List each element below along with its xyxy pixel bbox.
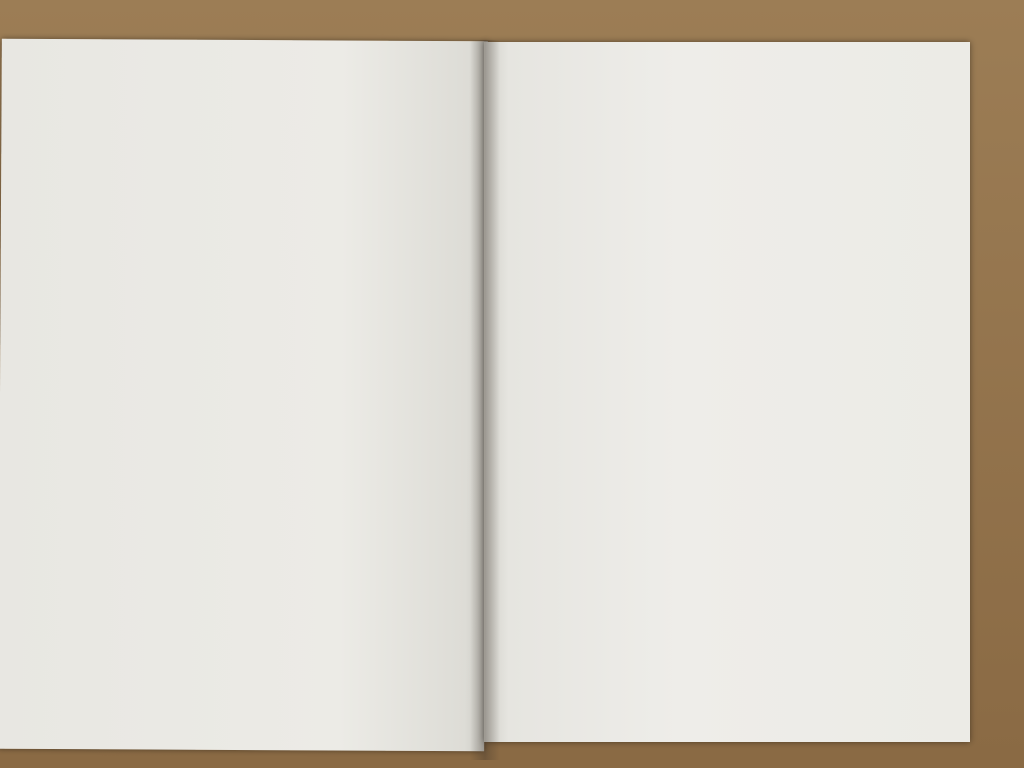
left-page — [0, 39, 488, 752]
right-page — [484, 42, 970, 742]
book-gutter — [470, 40, 500, 760]
